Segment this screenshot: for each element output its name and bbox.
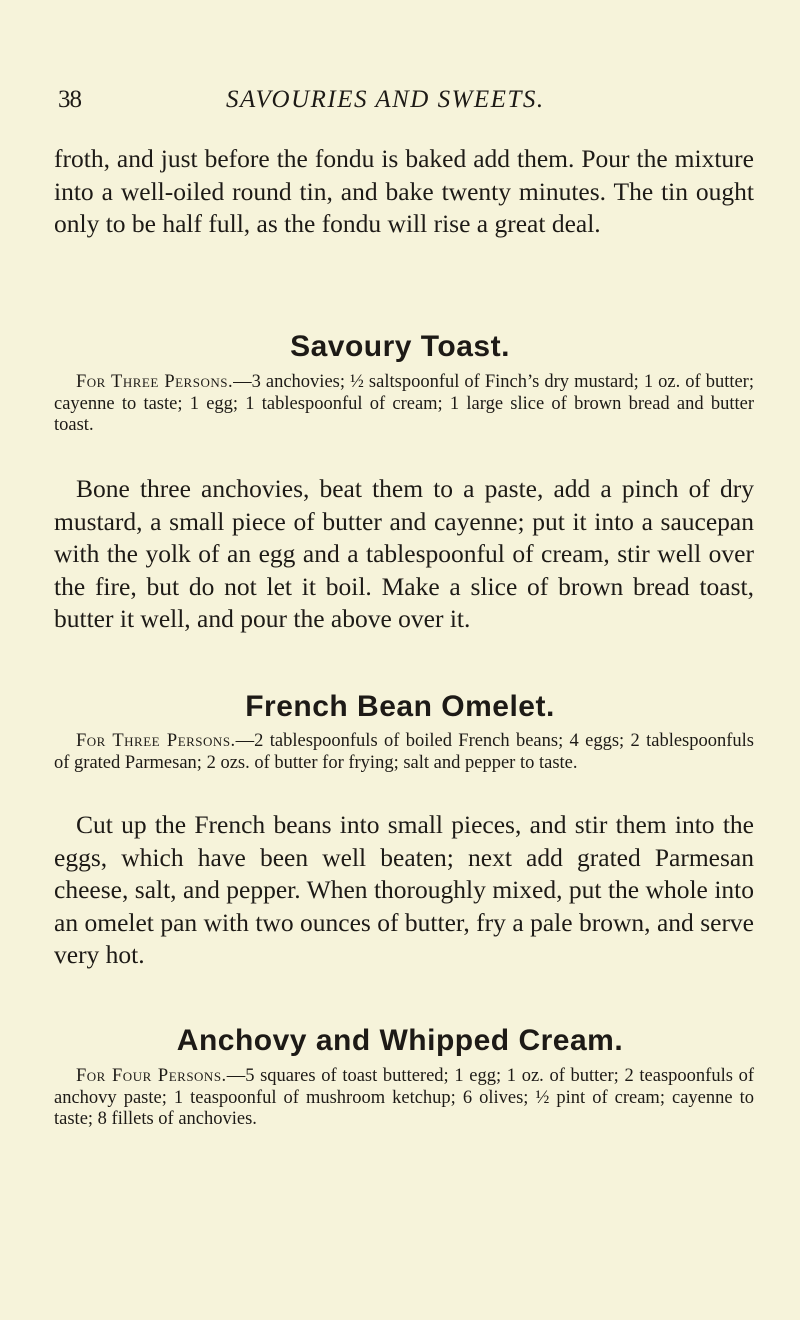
- running-header: [54, 86, 754, 120]
- serves-label: For Three Persons.: [76, 372, 234, 392]
- ingredients-list: —3 anchovies; ½ saltspoonful of Finch’s dry mustard; 1 oz. of butter; cayenne to taste; 1 egg; 1 tablespoonful of cream; 1 large slice of brown bread and butter toast.: [54, 372, 754, 436]
- ingredients-french-bean-omelet: [54, 731, 754, 774]
- method-french-bean-omelet: Cut up the French beans into small pieces, and stir them into the eggs, which have been well beaten; next add grated Parmesan cheese, salt, and pepper. When thoroughly mixed, put the whole into an omelet pan with two ounces of butter, fry a pale brown, and serve very hot.: [54, 810, 754, 970]
- running-title: SAVOURIES AND SWEETS.: [226, 86, 545, 113]
- serves-label: For Four Persons.: [76, 1066, 227, 1086]
- recipe-title-savoury-toast: Savoury Toast.: [290, 330, 510, 363]
- recipe-title-french-bean-omelet: French Bean Omelet.: [245, 690, 555, 723]
- ingredients-savoury-toast: [54, 372, 754, 437]
- ingredients-anchovy-whipped-cream: [54, 1066, 754, 1131]
- ingredients-list: —5 squares of toast buttered; 1 egg; 1 oz. of butter; 2 teaspoonfuls of anchovy paste; 1 teaspoonful of mushroom ketchup; 6 olives; ½ pint of cream; cayenne to taste; 8 fillets of anchovies.: [54, 1066, 754, 1130]
- serves-label: For Three Persons.: [76, 731, 236, 751]
- recipe-title-anchovy-whipped-cream: Anchovy and Whipped Cream.: [176, 1024, 624, 1057]
- ingredients-list: —2 tablespoonfuls of boiled French beans; 4 eggs; 2 tablespoonfuls of grated Parmesan; 2 ozs. of butter for frying; salt and pepper to taste.: [54, 731, 754, 773]
- page-number: 38: [58, 86, 81, 113]
- method-savoury-toast: Bone three anchovies, beat them to a paste, add a pinch of dry mustard, a small piece of butter and cayenne; put it into a saucepan with the yolk of an egg and a tablespoonful of cream, stir well over the fire, but do not let it boil. Make a slice of brown bread toast, butter it well, and pour the above over it.: [54, 474, 754, 634]
- intro-paragraph: froth, and just before the fondu is baked add them. Pour the mixture into a well-oiled round tin, and bake twenty minutes. The tin ought only to be half full, as the fondu will rise a great deal.: [54, 144, 754, 239]
